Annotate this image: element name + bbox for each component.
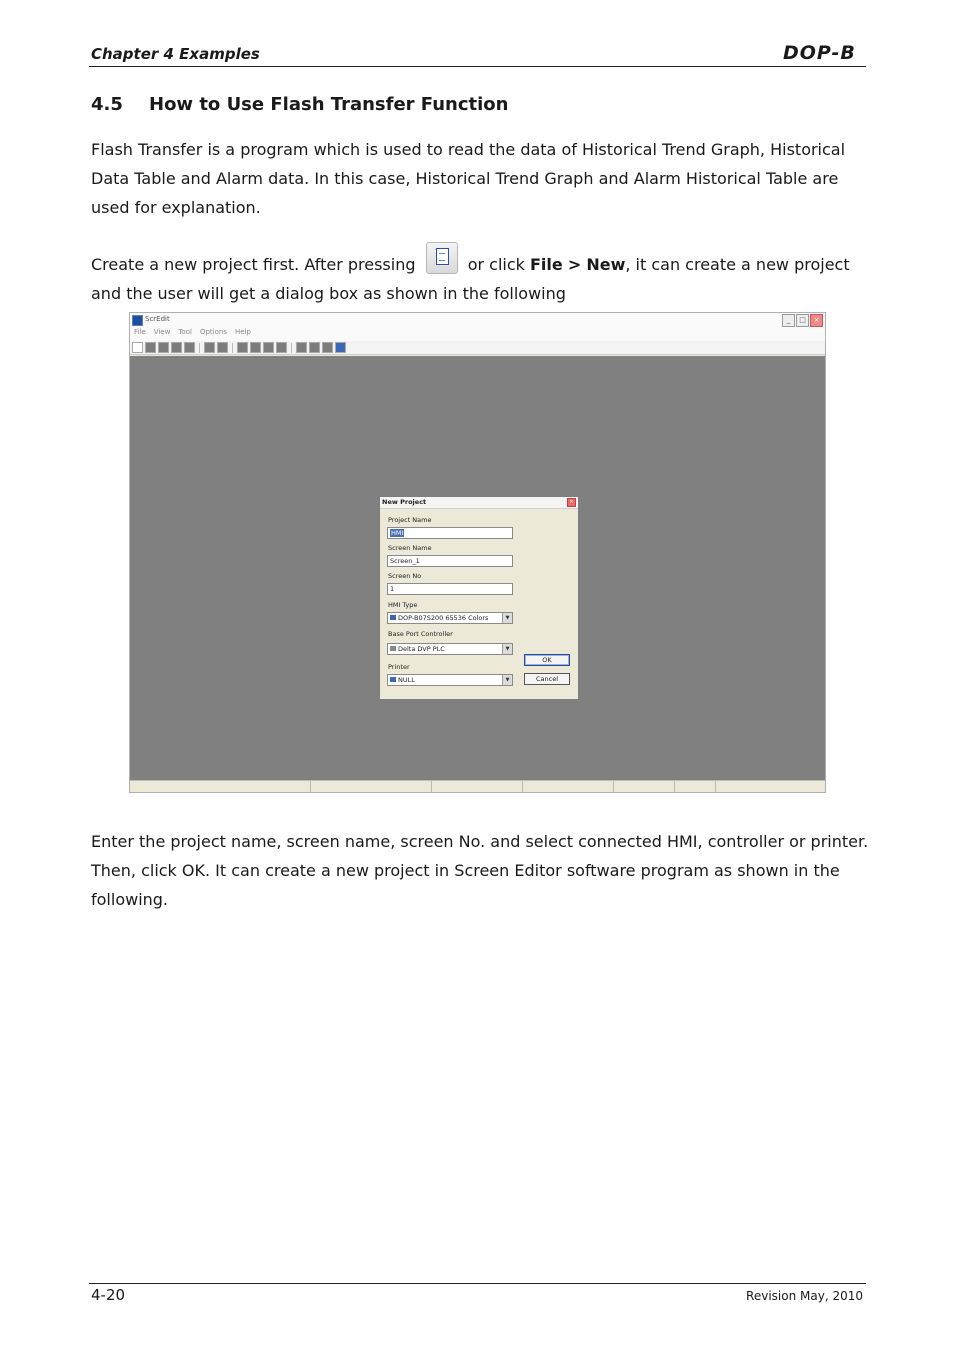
open-icon[interactable] — [145, 342, 156, 353]
minimize-icon[interactable]: _ — [782, 314, 795, 327]
dialog-close-icon[interactable]: × — [567, 498, 576, 507]
section-number: 4.5 — [91, 94, 123, 115]
status-cell — [614, 781, 675, 793]
new-project-dialog — [379, 496, 579, 700]
redo-icon[interactable] — [309, 342, 320, 353]
undo-icon[interactable] — [296, 342, 307, 353]
menu-tool[interactable]: Tool — [178, 328, 192, 336]
screen-no-input[interactable]: 1 — [387, 583, 513, 595]
closing-paragraph: Enter the project name, screen name, screen No. and select connected HMI, controller or printer. Then, click OK. It can create a new project in Screen Editor software program as shown in the following. — [91, 832, 869, 909]
copy-icon[interactable] — [250, 342, 261, 353]
plc-icon — [390, 646, 396, 651]
dialog-titlebar — [380, 497, 578, 509]
status-cell — [311, 781, 432, 793]
toolbar-separator — [199, 343, 200, 353]
status-cell — [523, 781, 614, 793]
screen-name-label: Screen Name — [388, 544, 432, 552]
close-icon[interactable]: × — [810, 314, 823, 327]
printer-select[interactable] — [387, 674, 513, 686]
intro-paragraph: Flash Transfer is a program which is used to read the data of Historical Trend Graph, Historical Data Table and Alarm data. In this case, Historical Trend Graph and Alarm Historical Table are used for explanation. — [91, 140, 846, 217]
footer-divider — [89, 1283, 866, 1284]
menu-new-text: New — [586, 255, 626, 274]
help-icon[interactable] — [335, 342, 346, 353]
window-controls — [782, 314, 823, 327]
chevron-down-icon[interactable]: ▼ — [502, 675, 512, 685]
section-heading — [91, 94, 508, 115]
chapter-title: Chapter 4 Examples — [91, 45, 260, 63]
toolbar-separator — [291, 343, 292, 353]
compile-icon[interactable] — [184, 342, 195, 353]
toolbar — [130, 341, 825, 355]
ok-button[interactable]: OK — [524, 654, 570, 666]
screen-name-input[interactable]: Screen_1 — [387, 555, 513, 567]
printer-label: Printer — [388, 663, 410, 671]
instruction-paragraph-line2: and the user will get a dialog box as shown in the following — [91, 284, 566, 303]
instruction-or-click: or click — [467, 255, 525, 274]
dop-b-logo: DOP-B — [783, 42, 856, 64]
printer-icon — [390, 677, 396, 682]
base-port-label: Base Port Controller — [388, 630, 453, 638]
project-name-label: Project Name — [388, 516, 432, 524]
project-name-input[interactable] — [387, 527, 513, 539]
menu-bar — [130, 328, 825, 341]
app-icon — [132, 315, 143, 326]
revision-date: Revision May, 2010 — [746, 1289, 863, 1303]
cut-icon[interactable] — [237, 342, 248, 353]
hmi-type-label: HMI Type — [388, 601, 418, 609]
app-titlebar — [130, 313, 825, 328]
hmi-type-value: DOP-B07S200 65536 Colors — [398, 614, 489, 622]
base-port-select[interactable] — [387, 643, 513, 655]
page-number: 4-20 — [91, 1286, 126, 1304]
screen-editor-screenshot — [129, 312, 826, 793]
menu-view[interactable]: View — [153, 328, 171, 336]
hmi-type-select[interactable] — [387, 612, 513, 624]
menu-separator-text: > — [567, 255, 582, 274]
save-icon[interactable] — [158, 342, 169, 353]
dialog-title: New Project — [382, 498, 427, 506]
instruction-paragraph-line1 — [91, 242, 871, 279]
status-cell — [130, 781, 311, 793]
menu-file-text: File — [529, 255, 563, 274]
header-divider — [89, 66, 866, 67]
status-cell — [432, 781, 523, 793]
menu-options[interactable]: Options — [199, 328, 227, 336]
paste-icon[interactable] — [263, 342, 274, 353]
screen-no-label: Screen No — [388, 572, 422, 580]
instruction-text-start: Create a new project first. After pressing — [91, 255, 416, 274]
workspace-area — [130, 356, 825, 780]
download-icon[interactable] — [217, 342, 228, 353]
project-name-value: HMI — [391, 529, 404, 537]
base-port-value: Delta DVP PLC — [398, 645, 445, 653]
app-title: ScrEdit — [145, 315, 170, 323]
menu-file[interactable]: File — [134, 328, 146, 336]
chevron-down-icon[interactable]: ▼ — [502, 644, 512, 654]
section-title: How to Use Flash Transfer Function — [149, 94, 509, 115]
print-icon[interactable] — [322, 342, 333, 353]
close-project-icon[interactable] — [171, 342, 182, 353]
new-file-icon — [426, 242, 458, 274]
find-icon[interactable] — [276, 342, 287, 353]
chevron-down-icon[interactable]: ▼ — [502, 613, 512, 623]
maximize-icon[interactable]: □ — [796, 314, 809, 327]
printer-value: NULL — [398, 676, 415, 684]
cancel-button[interactable]: Cancel — [524, 673, 570, 685]
new-icon[interactable] — [132, 342, 143, 353]
instruction-text-rest: , it can create a new project — [625, 255, 850, 274]
toolbar-separator — [232, 343, 233, 353]
upload-icon[interactable] — [204, 342, 215, 353]
hmi-device-icon — [390, 615, 396, 620]
status-cell — [675, 781, 716, 793]
menu-help[interactable]: Help — [234, 328, 251, 336]
status-bar — [130, 780, 825, 793]
